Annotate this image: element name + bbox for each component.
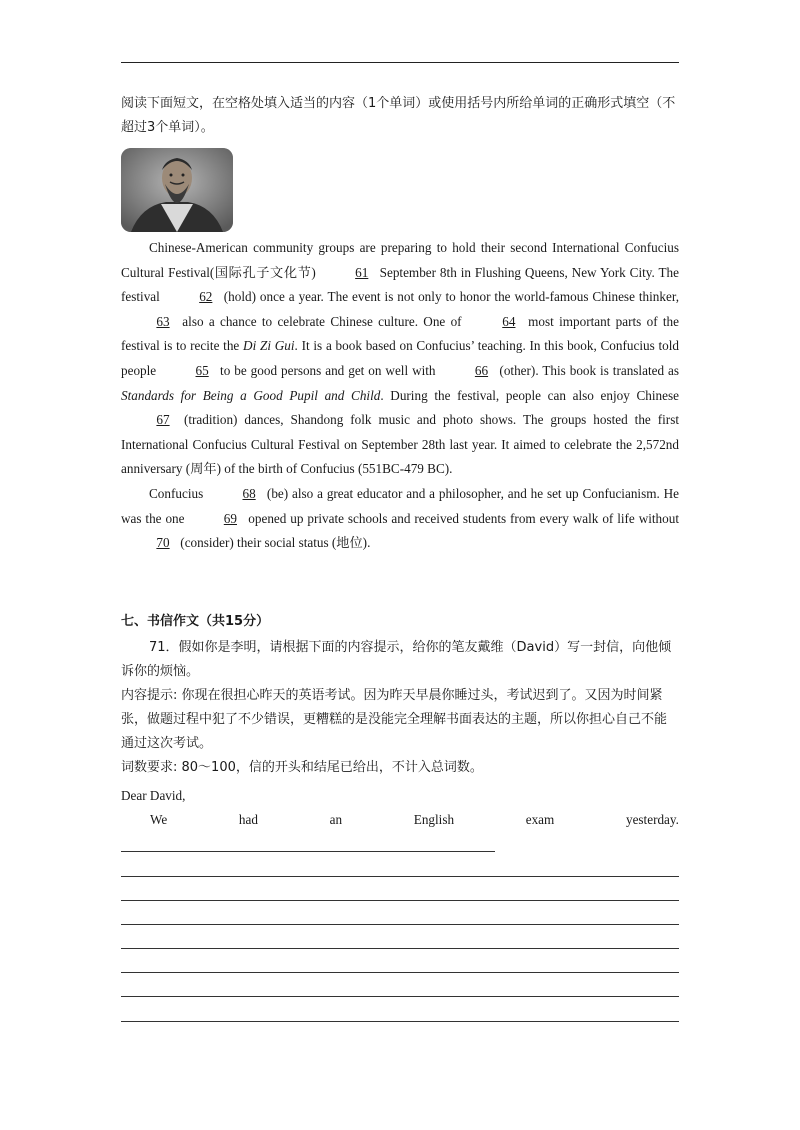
passage-text: (consider) their social status (地位). xyxy=(177,535,371,551)
writing-line[interactable] xyxy=(121,948,679,949)
writing-line[interactable] xyxy=(121,972,679,973)
book-title: Standards for Being a Good Pupil and Child xyxy=(121,387,381,403)
writing-line[interactable] xyxy=(121,876,679,877)
passage-text: most important parts of the festival is to recite the xyxy=(121,313,679,354)
letter-word: We xyxy=(150,812,168,827)
word-requirement: 词数要求: 80～100，信的开头和结尾已给出，不计入总词数。 xyxy=(121,760,483,775)
content-hints: 内容提示: 你现在很担心昨天的英语考试。因为昨天早晨你睡过头，考试迟到了。又因为时间紧张，做题过程中犯了不少错误，更糟糕的是没能完全理解书面表达的主题，所以你担心自己不能通过这次考试。 xyxy=(121,688,668,751)
letter-salutation: Dear David, xyxy=(121,788,186,803)
letter-first-line xyxy=(150,812,679,828)
passage-paragraph-2 xyxy=(121,482,679,556)
passage-text: (hold) once a year. The event is not only to honor the world-famous Chinese thinker, xyxy=(219,289,679,305)
passage-text: to be good persons and get on well with xyxy=(216,362,440,378)
writing-line[interactable] xyxy=(121,996,679,997)
passage-text: (be) also a great educator and a philosopher, and he set up Confucianism. He was the one xyxy=(121,485,679,526)
writing-line[interactable] xyxy=(121,924,679,925)
passage-text: . It is a book based on Confucius’ teaching. In this book, Confucius told people xyxy=(121,338,679,378)
blank-70[interactable]: 70 xyxy=(156,535,170,551)
passage-text: . During the festival, people can also enjoy Chinese xyxy=(380,387,679,403)
blank-62[interactable]: 62 xyxy=(199,289,213,305)
letter-word: English xyxy=(413,812,455,827)
instructions: 阅读下面短文，在空格处填入适当的内容（1个单词）或使用括号内所给单词的正确形式填空（不超过3个单词）。 xyxy=(121,96,676,135)
confucius-portrait xyxy=(121,148,233,232)
passage-text: (other). This book is translated as xyxy=(495,362,679,378)
passage-text: (tradition) dances, Shandong folk music and photo shows. The groups hosted the first International Confucius Cultural Festival on September 28th last year. It aimed to celebrate the 2,572nd anniversary (周年) of the birth of Confucius (551BC-479 BC). xyxy=(121,412,679,477)
passage-text: Chinese-American community groups are preparing to hold their second International Confucius Cultural Festival(国际孔子文化节) xyxy=(121,240,679,280)
blank-65[interactable]: 65 xyxy=(195,362,209,378)
writing-line[interactable] xyxy=(121,900,679,901)
blank-68[interactable]: 68 xyxy=(242,485,256,501)
blank-66[interactable]: 66 xyxy=(474,362,489,378)
blank-69[interactable]: 69 xyxy=(223,510,237,526)
book-title: Di Zi Gui xyxy=(243,338,295,354)
blank-64[interactable]: 64 xyxy=(502,313,516,329)
passage-text: opened up private schools and received students from every walk of life without xyxy=(244,510,679,526)
letter-word: had xyxy=(238,812,258,827)
writing-line[interactable] xyxy=(121,1021,679,1022)
blank-67[interactable]: 67 xyxy=(156,412,170,428)
letter-word: exam xyxy=(525,812,555,827)
passage-text: Confucius xyxy=(149,485,208,501)
cloze-passage xyxy=(121,236,679,556)
letter-word: yesterday. xyxy=(625,812,679,827)
section-title: 七、书信作文（共15分） xyxy=(121,614,270,629)
passage-text: also a chance to celebrate Chinese culture. One of xyxy=(177,313,467,329)
blank-63[interactable]: 63 xyxy=(156,313,170,329)
passage-text: September 8th in Flushing Queens, New York City. The festival xyxy=(121,264,679,305)
header-rule xyxy=(121,62,679,63)
writing-line[interactable] xyxy=(121,851,495,852)
question-71: 71．假如你是李明，请根据下面的内容提示，给你的笔友戴维（David）写一封信，向他倾诉你的烦恼。 xyxy=(121,640,672,679)
letter-word: an xyxy=(329,812,343,827)
portrait-image xyxy=(121,148,233,232)
writing-task xyxy=(121,636,679,780)
passage-paragraph-1 xyxy=(121,236,679,482)
blank-61[interactable]: 61 xyxy=(355,264,369,280)
